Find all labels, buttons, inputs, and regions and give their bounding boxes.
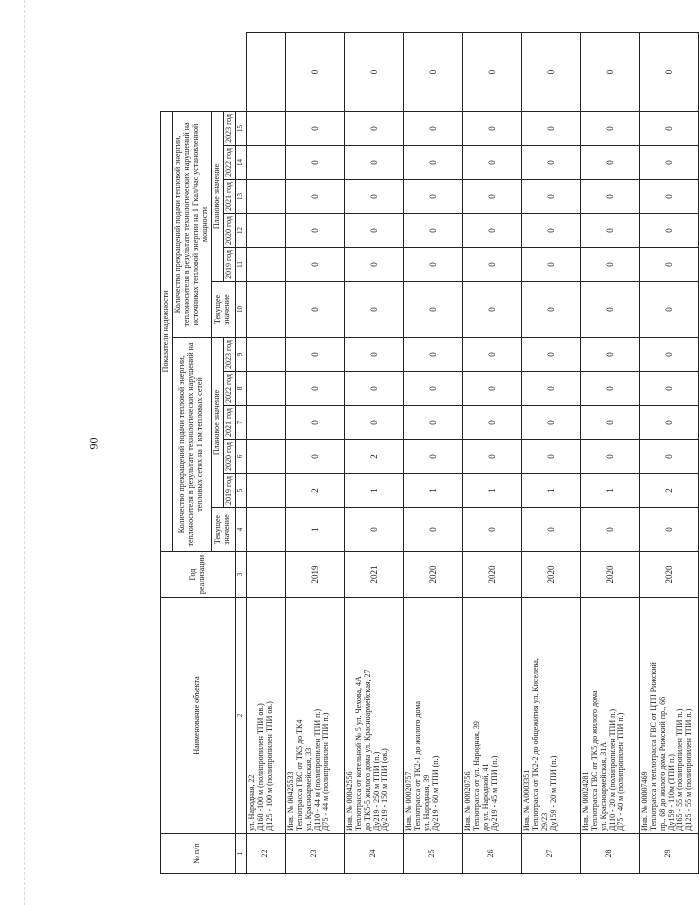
indicator-value — [246, 180, 285, 214]
object-name-line: ул. Красноармейская, 31А — [598, 741, 608, 831]
indicator-value: 0 — [403, 440, 462, 474]
table-header — [161, 33, 247, 874]
indicator-value: 0 — [521, 33, 580, 112]
indicator-value: 0 — [521, 508, 580, 552]
indicator-value: 0 — [521, 440, 580, 474]
indicator-value: 0 — [639, 508, 698, 552]
implementation-year: 2020 — [639, 552, 698, 598]
indicator-value — [246, 372, 285, 406]
page-number: 90 — [86, 437, 101, 450]
indicator-value: 0 — [462, 146, 521, 180]
table-body — [246, 33, 698, 874]
indicator-value: 0 — [403, 406, 462, 440]
indicator-value: 0 — [462, 33, 521, 112]
header-num: № п/п — [161, 834, 236, 874]
indicator-value: 0 — [639, 406, 698, 440]
indicator-value: 0 — [344, 508, 403, 552]
indicator-value: 0 — [521, 248, 580, 282]
object-name-line: Д165 - 55 м (полипропилен ТПИ п.) — [675, 708, 685, 831]
indicator-value: 0 — [344, 338, 403, 372]
indicator-value — [246, 338, 285, 372]
indicator-value: 0 — [580, 282, 639, 338]
object-name-line: до ул. Народной, 41 — [480, 763, 490, 831]
object-name-line: Инв. № 00042556 — [344, 771, 354, 831]
implementation-year: 2020 — [580, 552, 639, 598]
indicator-value: 0 — [639, 248, 698, 282]
column-index-row — [235, 33, 246, 874]
indicator-value: 0 — [580, 406, 639, 440]
indicator-value: 0 — [580, 111, 639, 145]
header-year-cell: 2019 год — [223, 248, 235, 282]
indicator-value: 0 — [639, 111, 698, 145]
indicator-value: 0 — [639, 282, 698, 338]
header-year-cell: 2023 год — [223, 111, 235, 145]
indicator-value: 0 — [521, 338, 580, 372]
indicator-value: 0 — [344, 372, 403, 406]
object-name-line: Теплотрасса ГВС от ТК5 до жилого дома — [589, 690, 599, 831]
header-group-sources: Количество прекращений подачи тепловой энергии, теплоносителя в результате технологических нарушений на источниках тепловой энергии на 1 Гкал/час установленной мощности — [172, 111, 211, 337]
indicator-value: 0 — [403, 214, 462, 248]
indicator-value: 0 — [639, 338, 698, 372]
table-row — [521, 33, 580, 874]
indicator-value: 0 — [521, 180, 580, 214]
indicator-value: 0 — [285, 111, 344, 145]
header-current-2: Текущее значение — [211, 282, 235, 338]
indicator-value: 0 — [285, 33, 344, 112]
indicator-value: 0 — [344, 33, 403, 112]
header-year-cell: 2020 год — [223, 214, 235, 248]
indicator-value — [246, 214, 285, 248]
indicator-value: 0 — [403, 146, 462, 180]
indicator-value: 0 — [462, 282, 521, 338]
indicator-value: 0 — [580, 248, 639, 282]
indicator-value: 0 — [580, 146, 639, 180]
table-row — [285, 33, 344, 874]
object-name-line: Инв. № 00024281 — [580, 771, 590, 831]
object-name-line: Теплотрасса от котельной № 5 ул. Чехова, 4А — [353, 676, 363, 831]
column-index: 4 — [235, 508, 246, 552]
object-name-line: Инв. № 00020757 — [403, 771, 413, 831]
object-name-line: Ду219 - 150 м ТПИ (ов.) — [380, 748, 390, 831]
indicator-value: 1 — [344, 474, 403, 508]
indicator-value: 0 — [285, 406, 344, 440]
table-row — [403, 33, 462, 874]
implementation-year: 2020 — [521, 552, 580, 598]
column-index: 14 — [235, 146, 246, 180]
header-planned-2: Плановое значение — [211, 111, 223, 281]
table-row — [344, 33, 403, 874]
column-index: 3 — [235, 552, 246, 598]
header-year-cell: 2021 год — [223, 180, 235, 214]
indicator-value: 0 — [285, 214, 344, 248]
indicator-value: 0 — [462, 406, 521, 440]
table-row — [580, 33, 639, 874]
object-name-line: ул. Народная, 22 — [246, 774, 256, 831]
object-name-line: Ду219 - 250 м ТПИ (п.) — [371, 751, 381, 831]
object-name-line: Инв. № 00020756 — [462, 771, 472, 831]
header-year-cell: 2022 год — [223, 146, 235, 180]
object-name-line: Теплотрасса от ул. Народная, 39 — [471, 721, 481, 831]
reliability-table — [160, 32, 699, 874]
indicator-value: 0 — [639, 146, 698, 180]
indicator-value: 0 — [521, 111, 580, 145]
indicator-value: 0 — [580, 33, 639, 112]
column-index: 8 — [235, 372, 246, 406]
row-number: 23 — [285, 834, 344, 874]
indicator-value: 0 — [639, 33, 698, 112]
indicator-value: 0 — [344, 180, 403, 214]
indicator-value: 0 — [521, 214, 580, 248]
indicator-value: 0 — [285, 282, 344, 338]
indicator-value: 0 — [639, 440, 698, 474]
object-name-line: Д75 - 40 м (полипропилен ТПИ п.) — [616, 712, 626, 831]
object-name-line: Д75 - 44 м (полипропилен ТПИ п.) — [321, 712, 331, 831]
indicator-value: 0 — [462, 111, 521, 145]
column-index: 10 — [235, 282, 246, 338]
object-name-line: Теплотрасса от ТК2-2 до общежития ул. Киселева, — [530, 658, 540, 831]
object-name-line: Теплотрасса от ТК2-1 до жилого дома — [412, 701, 422, 831]
indicator-value: 0 — [403, 180, 462, 214]
indicator-value: 0 — [403, 282, 462, 338]
row-number: 26 — [462, 834, 521, 874]
header-year: Год реализации — [161, 552, 236, 598]
indicator-value: 2 — [639, 474, 698, 508]
indicator-value: 0 — [521, 406, 580, 440]
indicator-value: 0 — [521, 372, 580, 406]
indicator-value: 0 — [285, 248, 344, 282]
object-name-line: ул. Народная, 39 — [421, 774, 431, 831]
object-name-line: Инв. № А0003351 — [521, 769, 531, 831]
object-name-line: Д125 - 55 м (полипропилен ТПИ п.) — [684, 708, 694, 831]
indicator-value: 0 — [403, 338, 462, 372]
indicator-value: 0 — [344, 248, 403, 282]
column-index: 1 — [235, 834, 246, 874]
column-index: 12 — [235, 214, 246, 248]
column-index: 5 — [235, 474, 246, 508]
indicator-value — [246, 248, 285, 282]
object-name-line: Ду219 - 60 м ТПИ (п.) — [430, 755, 440, 831]
column-index: 7 — [235, 406, 246, 440]
object-name — [344, 598, 403, 834]
indicator-value: 1 — [462, 474, 521, 508]
column-index: 2 — [235, 598, 246, 834]
object-name-line: Теплотрасса и теплотрасса ГВС от ЦТП Рижский — [648, 662, 658, 831]
indicator-value — [246, 111, 285, 145]
indicator-value: 0 — [580, 440, 639, 474]
header-year-cell: 2023 год — [223, 338, 235, 372]
indicator-value: 0 — [580, 180, 639, 214]
indicator-value: 0 — [403, 248, 462, 282]
column-index: 9 — [235, 338, 246, 372]
object-name-line: Д160 -100 м (полипропилен ТПИ ов.) — [255, 703, 265, 831]
indicator-value — [246, 440, 285, 474]
object-name — [403, 598, 462, 834]
row-number: 28 — [580, 834, 639, 874]
header-year-cell: 2022 год — [223, 372, 235, 406]
header-year-cell: 2019 год — [223, 474, 235, 508]
object-name-line: Д125 - 100 м (полипропилен ТПИ ов.) — [264, 701, 274, 831]
header-name: Наименование объекта — [161, 598, 236, 834]
indicator-value: 0 — [462, 338, 521, 372]
indicator-value: 0 — [462, 508, 521, 552]
indicator-value: 1 — [580, 474, 639, 508]
indicator-value: 1 — [521, 474, 580, 508]
indicator-value: 0 — [521, 146, 580, 180]
indicator-value: 0 — [344, 111, 403, 145]
indicator-value: 0 — [403, 372, 462, 406]
column-index: 6 — [235, 440, 246, 474]
object-name-line: Инв. № 00007469 — [639, 771, 649, 831]
table-row — [246, 33, 285, 874]
indicator-value: 0 — [285, 440, 344, 474]
row-number: 25 — [403, 834, 462, 874]
header-planned-1: Плановое значение — [211, 338, 223, 508]
implementation-year: 2020 — [403, 552, 462, 598]
indicator-value: 0 — [580, 338, 639, 372]
indicator-value: 2 — [344, 440, 403, 474]
object-name-line: 29/23 — [539, 812, 549, 831]
object-name-line: до ТК5-5 жилого дома ул. Красноармейская, 27 — [362, 669, 372, 831]
indicator-value: 0 — [462, 248, 521, 282]
indicator-value: 0 — [285, 372, 344, 406]
column-index: 11 — [235, 248, 246, 282]
object-name — [521, 598, 580, 834]
indicator-value: 0 — [344, 282, 403, 338]
indicator-value: 0 — [639, 214, 698, 248]
row-number: 22 — [246, 834, 285, 874]
indicator-value: 0 — [285, 338, 344, 372]
indicator-value: 0 — [580, 372, 639, 406]
object-name-line: Д110 - 20 м (полипропилен ТПИ п.) — [607, 708, 617, 831]
column-index: 15 — [235, 111, 246, 145]
indicator-value: 0 — [521, 282, 580, 338]
object-name-line: Д110 - 44 м (полипропилен ТПИ п.) — [312, 708, 322, 831]
object-name — [462, 598, 521, 834]
indicator-value: 0 — [403, 508, 462, 552]
rotated-table-wrapper — [160, 32, 694, 874]
indicator-value: 0 — [285, 146, 344, 180]
indicator-value: 2 — [285, 474, 344, 508]
indicator-value: 0 — [580, 508, 639, 552]
indicator-value — [246, 508, 285, 552]
indicator-value: 0 — [403, 111, 462, 145]
indicator-value: 0 — [344, 406, 403, 440]
indicator-value: 0 — [344, 214, 403, 248]
implementation-year: 2019 — [285, 552, 344, 598]
row-number: 27 — [521, 834, 580, 874]
indicator-value: 0 — [580, 214, 639, 248]
indicator-value — [246, 282, 285, 338]
object-name-line: Теплотрасса ГВС от ТК5 до ТК4 — [294, 719, 304, 831]
header-current-1: Текущее значение — [211, 508, 235, 552]
indicator-value: 0 — [462, 440, 521, 474]
indicator-value: 0 — [403, 33, 462, 112]
scan-edge-line — [24, 0, 26, 905]
indicator-value: 1 — [403, 474, 462, 508]
table-row — [639, 33, 698, 874]
row-number: 24 — [344, 834, 403, 874]
object-name — [285, 598, 344, 834]
object-name-line: ул. Красноармейская, 33 — [303, 747, 313, 831]
implementation-year — [246, 552, 285, 598]
indicator-value: 0 — [639, 180, 698, 214]
object-name-line: пр., 68 до жилого дома Рижский пр., 66 — [657, 696, 667, 831]
object-name-line: Ду159 - 20 м ТПИ (п.) — [548, 755, 558, 831]
indicator-value — [246, 146, 285, 180]
indicator-value: 0 — [462, 180, 521, 214]
object-name — [580, 598, 639, 834]
indicator-value: 0 — [462, 214, 521, 248]
table-row — [462, 33, 521, 874]
indicator-value: 0 — [344, 146, 403, 180]
header-year-cell: 2021 год — [223, 406, 235, 440]
header-group-networks: Количество прекращений подачи тепловой энергии, теплоносителя в результате технологических нарушений на тепловых сетях на 1 км тепловых сетей — [172, 338, 211, 552]
implementation-year: 2020 — [462, 552, 521, 598]
indicator-value — [246, 474, 285, 508]
header-indicators: Показатели надежности — [161, 111, 173, 551]
object-name-line: Ду159 - 110м (ТПИ п.) — [666, 754, 676, 831]
header-year-cell: 2020 год — [223, 440, 235, 474]
column-index: 13 — [235, 180, 246, 214]
implementation-year: 2021 — [344, 552, 403, 598]
indicator-value: 0 — [639, 372, 698, 406]
indicator-value: 0 — [285, 180, 344, 214]
object-name-line: Ду219 - 45 м ТПИ (п.) — [489, 755, 499, 831]
object-name-line: Инв. № 00425533 — [285, 771, 295, 831]
indicator-value: 1 — [285, 508, 344, 552]
object-name — [246, 598, 285, 834]
object-name — [639, 598, 698, 834]
indicator-value — [246, 33, 285, 112]
indicator-value — [246, 406, 285, 440]
indicator-value: 0 — [462, 372, 521, 406]
row-number: 29 — [639, 834, 698, 874]
